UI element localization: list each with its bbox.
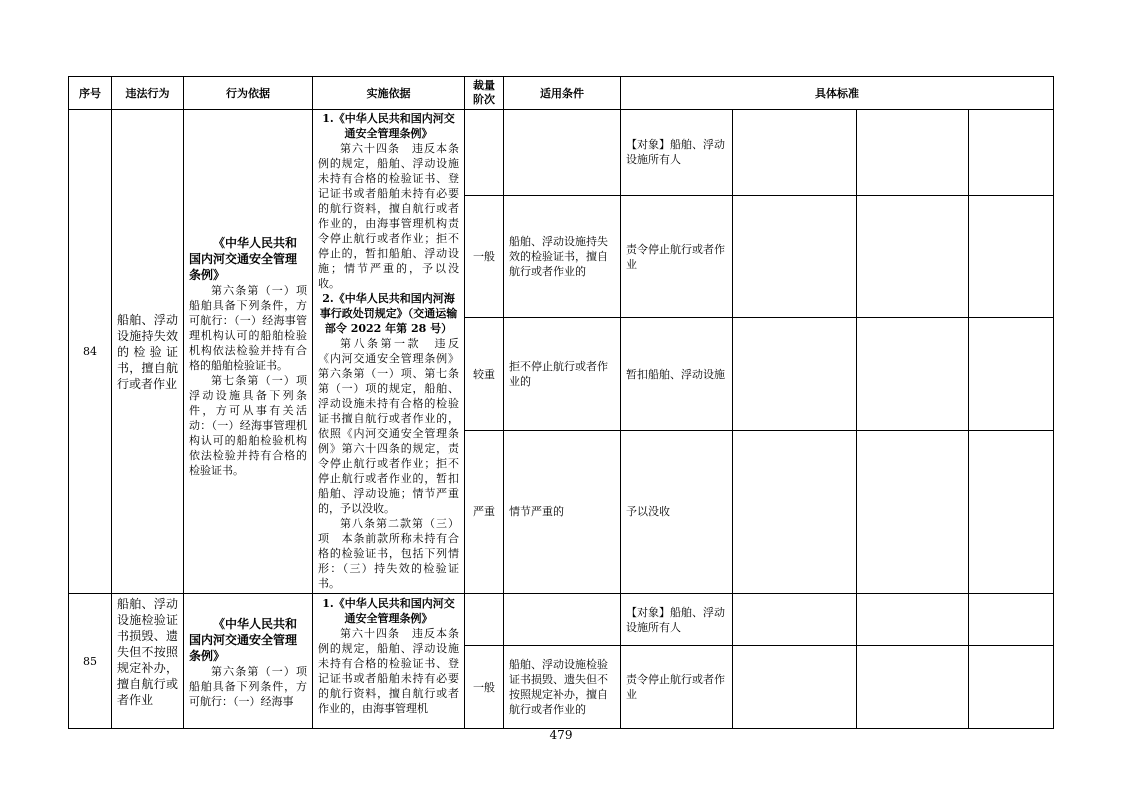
empty-cell <box>969 318 1054 430</box>
standard-text: 暂扣船舶、浮动设施 <box>626 367 725 381</box>
header-condition: 适用条件 <box>504 77 621 110</box>
impl-p2-84: 第八条第一款 违反《内河交通安全管理条例》第六条第（一）项、第七条第（一）项的规定，船舶、浮动设施未持有合格的检验证书擅自航行或者作业的，依照《内河交通安全管理条例》第六十四条的规定，责令停止航行或者作业；拒不停止航行或者作业的，暂扣船舶、浮动设施；情节严重的，予以没收。 <box>318 337 459 515</box>
standard-cell <box>621 195 733 318</box>
header-level-line1: 裁量 <box>473 79 495 92</box>
empty-cell <box>733 430 857 593</box>
empty-cell <box>969 430 1054 593</box>
standard-cell <box>621 646 733 729</box>
header-row <box>69 77 1054 110</box>
seq-cell-84: 84 <box>69 110 112 594</box>
behavior-cell-85 <box>184 594 318 729</box>
header-violation: 违法行为 <box>112 77 184 110</box>
standard-text: 责令停止航行或者作业 <box>626 242 725 271</box>
empty-cell <box>733 318 857 430</box>
empty-cell <box>969 646 1054 729</box>
behavior-cell-84 <box>184 110 318 594</box>
empty-cell <box>857 646 969 729</box>
condition-text: 船舶、浮动设施持失效的检验证书，擅自航行或者作业的 <box>509 235 608 279</box>
standard-text: 予以没收 <box>626 505 670 519</box>
level-cell: 一般 <box>465 195 504 318</box>
standard-cell <box>621 318 733 430</box>
table-row-84-sub0 <box>69 110 1054 196</box>
empty-cell <box>969 594 1054 646</box>
impl-p1-85: 第六十四条 违反本条例的规定，船舶、浮动设施未持有合格的检验证书、登记证书或者船舶未持有必要的航行资料，擅自航行或者作业的，由海事管理机 <box>318 627 459 715</box>
behavior-p2-84: 第七条第（一）项 浮动设施具备下列条件，方可从事有关活动：（一）经海事管理机构认可的船舶检验机构依法检验并持有合格的检验证书。 <box>189 374 318 477</box>
violation-text-84: 船舶、浮动设施持失效的检验证书，擅自航行或者作业 <box>117 312 178 391</box>
level-cell: 较重 <box>465 318 504 430</box>
empty-cell <box>733 110 857 196</box>
empty-cell <box>857 195 969 318</box>
condition-cell <box>504 318 621 430</box>
standard-cell <box>621 594 733 646</box>
empty-cell <box>857 594 969 646</box>
behavior-title-85: 《中华人民共和国内河交通安全管理条例》 <box>189 617 298 663</box>
standard-cell <box>621 430 733 593</box>
impl-p3-84: 第八条第二款第（三）项 本条前款所称未持有合格的检验证书，包括下列情形：（三）持失效的检验证书。 <box>318 517 459 590</box>
violation-cell-85 <box>112 594 184 729</box>
condition-text: 拒不停止航行或者作业的 <box>509 360 608 388</box>
violation-cell-84 <box>112 110 184 594</box>
behavior-title-84: 《中华人民共和国内河交通安全管理条例》 <box>189 236 298 282</box>
table-row-85-sub0 <box>69 594 1054 646</box>
condition-cell <box>504 594 621 646</box>
impl-title2-84: 2.《中华人民共和国内河海事行政处罚规定》（交通运输部令 2022 年第 28 号） <box>319 292 458 335</box>
condition-text <box>504 150 620 154</box>
page-number: 479 <box>549 728 573 742</box>
empty-cell <box>733 594 857 646</box>
impl-cell-84 <box>313 110 465 594</box>
behavior-p1-85: 第六条第（一）项 船舶具备下列条件，方可航行：（一）经海事 <box>189 665 318 708</box>
discretion-table <box>68 76 1054 729</box>
condition-cell <box>504 195 621 318</box>
impl-title1-85: 1.《中华人民共和国内河交通安全管理条例》 <box>322 597 455 625</box>
behavior-p1-84: 第六条第（一）项 船舶具备下列条件，方可航行：（一）经海事管理机构认可的船舶检验机构依法检验并持有合格的船舶检验证书。 <box>189 284 318 372</box>
seq-cell-85: 85 <box>69 594 112 729</box>
header-level-line2: 阶次 <box>473 93 495 106</box>
empty-cell <box>733 646 857 729</box>
empty-cell <box>969 195 1054 318</box>
header-seq: 序号 <box>69 77 112 110</box>
violation-text-85: 船舶、浮动设施检验证书损毁、遗失但不按照规定补办，擅自航行或者作业 <box>117 597 178 707</box>
condition-cell <box>504 646 621 729</box>
condition-text <box>504 618 620 622</box>
impl-p1-84: 第六十四条 违反本条例的规定，船舶、浮动设施未持有合格的检验证书、登记证书或者船舶未持有必要的航行资料，擅自航行或者作业的，由海事管理机构责令停止航行或者作业；拒不停止的，暂扣船舶、浮动设施；情节严重的，予以没收。 <box>318 142 459 290</box>
condition-text: 船舶、浮动设施检验证书损毁、遗失但不按照规定补办，擅自航行或者作业的 <box>509 658 608 716</box>
impl-title1-84: 1.《中华人民共和国内河交通安全管理条例》 <box>322 112 455 140</box>
standard-text: 【对象】船舶、浮动设施所有人 <box>626 605 725 634</box>
empty-cell <box>857 318 969 430</box>
header-level <box>465 77 504 110</box>
impl-cell-85 <box>313 594 465 729</box>
level-cell <box>465 110 504 196</box>
empty-cell <box>857 110 969 196</box>
empty-cell <box>969 110 1054 196</box>
empty-cell <box>733 195 857 318</box>
condition-cell <box>504 430 621 593</box>
standard-text: 【对象】船舶、浮动设施所有人 <box>626 138 725 167</box>
standard-text: 责令停止航行或者作业 <box>626 673 725 701</box>
level-cell <box>465 594 504 646</box>
standard-cell <box>621 110 733 196</box>
header-standard: 具体标准 <box>621 77 1054 110</box>
condition-cell <box>504 110 621 196</box>
empty-cell <box>857 430 969 593</box>
level-cell: 严重 <box>465 430 504 593</box>
header-behavior-basis: 行为依据 <box>184 77 313 110</box>
condition-text: 情节严重的 <box>509 505 564 519</box>
level-cell: 一般 <box>465 646 504 729</box>
header-impl-basis: 实施依据 <box>313 77 465 110</box>
